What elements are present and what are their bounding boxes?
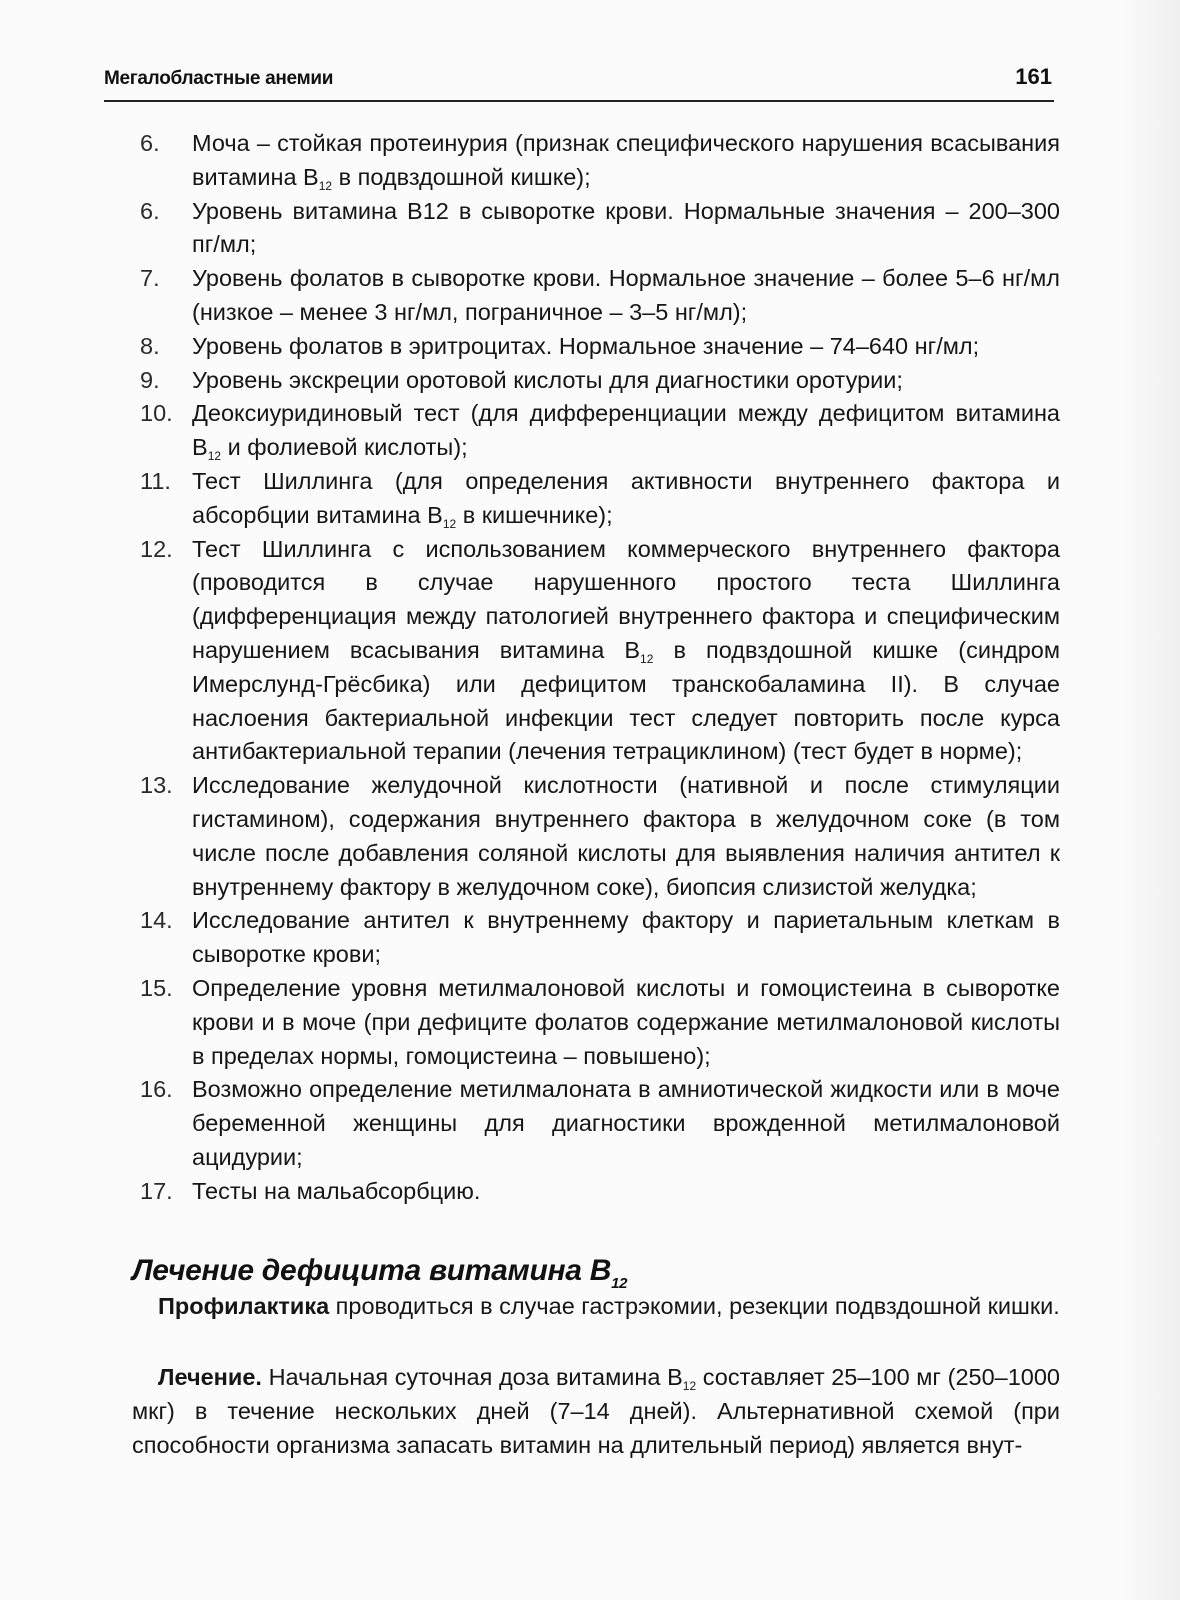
list-item-number: 7. (140, 265, 160, 292)
list-item-number: 8. (140, 332, 160, 359)
list-item-text: Тест Шиллинга (для определения активности внутреннего фактора и абсорбции витамина $B_{12}$ в кишечнике); (192, 467, 1060, 531)
list-item-number: 12. (140, 535, 173, 562)
treatment-label: Лечение. (158, 1364, 262, 1390)
list-item (140, 1175, 1060, 1209)
list-item-text: Тесты на мальабсорбцию. (192, 1177, 481, 1204)
page-number: 161 (1015, 64, 1052, 89)
list-item-number: 11. (140, 467, 171, 494)
prophylaxis-label: Профилактика (158, 1293, 330, 1319)
list-item-text: Исследование антител к внутреннему фактору и париетальным клеткам в сыворотке крови; (192, 907, 1060, 968)
list-item (140, 533, 1060, 770)
section-heading: Лечение дефицита витамина $B_{12}$ (132, 1254, 628, 1292)
list-item-text: Моча – стойкая протеинурия (признак специфического нарушения всасывания витамина $B_{12}$ в подвздошной кишке); (192, 130, 1060, 193)
list-item (140, 195, 1060, 263)
list-item-number: 13. (140, 772, 173, 799)
list-item (140, 904, 1060, 972)
prophylaxis-paragraph: Профилактика проводиться в случае гастрэкомии, резекции подвздошной кишки. (158, 1293, 1060, 1319)
list-item-text: Определение уровня метилмалоновой кислоты и гомоцистеина в сыворотке крови и в моче (при дефиците фолатов содержание метилмалоновой кислоты в пределах нормы, гомоцистеина – повышено); (192, 974, 1060, 1069)
list-item-text: Уровень экскреции оротовой кислоты для диагностики оротурии; (192, 366, 903, 393)
list-item-number: 17. (140, 1177, 173, 1204)
page-edge-shadow (1120, 0, 1180, 1600)
list-item-number: 10. (140, 400, 173, 427)
list-item (140, 769, 1060, 904)
list-item-text: Исследование желудочной кислотности (нативной и после стимуляции гистамином), содержания внутреннего фактора в желудочном соке (в том числе после добавления соляной кислоты для выявления наличия антител к внутреннему фактору в желудочном соке), биопсия слизистой желудка; (192, 772, 1060, 900)
list-item (140, 972, 1060, 1073)
list-item (140, 1073, 1060, 1174)
list-item-number: 14. (140, 907, 173, 934)
list-item-number: 6. (140, 130, 160, 156)
list-item-text: Уровень витамина B12 в сыворотке крови. Нормальные значения – 200–300 пг/мл; (192, 197, 1060, 258)
list-item-text: Деоксиуридиновый тест (для дифференциации между дефицитом витамина $B_{12}$ и фолиевой кислоты); (192, 400, 1060, 464)
list-item (140, 127, 1060, 195)
list-item-text: Тест Шиллинга с использованием коммерческого внутреннего фактора (проводится в случае нарушенного простого теста Шиллинга (дифференциация между патологией внутреннего фактора и специфическим нарушением всасывания витамина $B_{12}$ в подвздошной кишке (синдром Имерслунд-Грёсбика) или дефицитом транскобаламина II). В случае наслоения бактериальной инфекции тест следует повторить после курса антибактериальной терапии (лечения тетрациклином) (тест будет в норме); (192, 535, 1060, 765)
list-item (140, 330, 1060, 364)
list-item (140, 364, 1060, 398)
list-item (140, 397, 1060, 465)
list-item-number: 9. (140, 366, 160, 393)
list-item (140, 262, 1060, 330)
list-item-number: 16. (140, 1076, 173, 1103)
list-item-text: Уровень фолатов в эритроцитах. Нормальное значение – 74–640 нг/мл; (192, 332, 980, 359)
list-item (140, 465, 1060, 533)
list-item-number: 15. (140, 974, 173, 1001)
diagnostic-tests-list (140, 127, 1060, 1209)
list-item-number: 6. (140, 197, 160, 224)
running-header (104, 64, 1054, 102)
list-item-text: Уровень фолатов в сыворотке крови. Нормальное значение – более 5–6 нг/мл (низкое – менее 3 нг/мл, пограничное – 3–5 нг/мл); (192, 265, 1060, 325)
running-title: Мегалобластные анемии (104, 68, 334, 89)
treatment-paragraph: Лечение. Начальная суточная доза витамина $B_{12}$ составляет 25–100 мг (250–1000 мкг) в течение нескольких дней (7–14 дней). Альтернативной схемой (при способности организма запасать витамин на длительный период) является внут- (132, 1364, 1061, 1458)
list-item-text: Возможно определение метилмалоната в амниотической жидкости или в моче беременной женщины для диагностики врожденной метилмалоновой ацидурии; (192, 1076, 1060, 1170)
